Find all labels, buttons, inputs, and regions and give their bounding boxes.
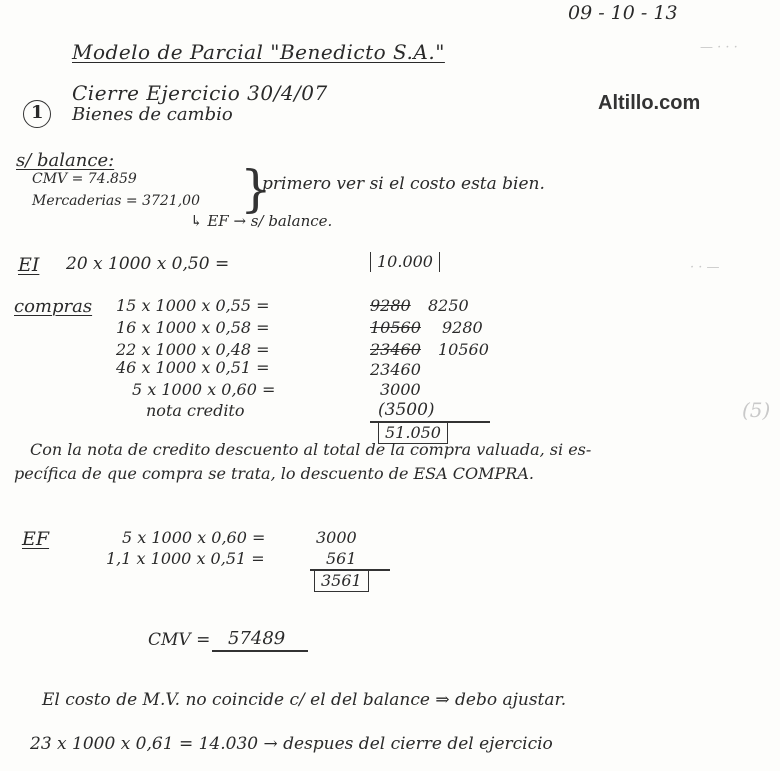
balance-mercaderias: Mercaderias = 3721,00: [32, 193, 200, 209]
balance-note: primero ver si el costo esta bien.: [262, 174, 545, 194]
compras-struck-value: 9280: [370, 296, 411, 315]
ef-formula: 1,1 x 1000 x 0,51 =: [106, 549, 265, 568]
compras-value: 10560: [438, 340, 489, 359]
cmv-result-label: CMV =: [148, 630, 211, 650]
compras-formula: 16 x 1000 x 0,58 =: [116, 318, 270, 337]
ef-value: 561: [326, 549, 357, 568]
ei-formula: 20 x 1000 x 0,50 =: [66, 254, 230, 274]
date: 09 - 10 - 13: [568, 2, 678, 24]
ef-total: 3561: [314, 571, 369, 592]
compras-formula: 5 x 1000 x 0,60 =: [132, 380, 276, 399]
ei-label: EI: [18, 254, 40, 276]
cmv-result-value: 57489: [228, 628, 286, 649]
page-title: Modelo de Parcial "Benedicto S.A.": [72, 40, 445, 64]
bleed-through-mark: · · —: [690, 260, 720, 275]
underline: [212, 650, 308, 652]
final-calculation: 23 x 1000 x 0,61 = 14.030 → despues del cierre del ejercicio: [30, 734, 553, 754]
compras-value: (3500): [378, 400, 435, 420]
ei-value: 10.000: [370, 252, 440, 272]
compras-value: 9280: [442, 318, 483, 337]
item-title: Bienes de cambio: [72, 104, 233, 125]
ef-formula: 5 x 1000 x 0,60 =: [122, 528, 266, 547]
compras-formula: 22 x 1000 x 0,48 =: [116, 340, 270, 359]
ef-value: 3000: [316, 528, 357, 547]
balance-cmv: CMV = 74.859: [32, 171, 137, 187]
ef-label: EF: [22, 528, 50, 550]
conclusion: El costo de M.V. no coincide c/ el del balance ⇒ debo ajustar.: [42, 690, 567, 710]
compras-struck-value: 10560: [370, 318, 421, 337]
curly-brace: }: [240, 160, 272, 218]
compras-value: 23460: [370, 360, 421, 379]
explanation-line: pecífica de que compra se trata, lo descuento de ESA COMPRA.: [14, 464, 534, 483]
watermark-logo: Altillo.com: [598, 92, 701, 114]
bleed-through-mark: — · · ·: [700, 40, 738, 55]
explanation-line: Con la nota de credito descuento al total de la compra valuada, si es-: [30, 440, 592, 459]
compras-formula: nota credito: [146, 401, 245, 420]
compras-struck-value: 23460: [370, 340, 421, 359]
compras-formula: 46 x 1000 x 0,51 =: [116, 358, 270, 377]
bleed-through-mark: (5): [742, 398, 771, 422]
balance-arrow-note: ↳ EF → s/ balance.: [190, 212, 333, 230]
subtitle: Cierre Ejercicio 30/4/07: [72, 81, 328, 105]
compras-label: compras: [14, 296, 93, 317]
item-number: 1: [31, 102, 44, 123]
compras-value: 3000: [380, 380, 421, 399]
compras-value: 8250: [428, 296, 469, 315]
balance-heading: s/ balance:: [16, 150, 115, 171]
compras-total: 51.050: [378, 423, 448, 444]
compras-formula: 15 x 1000 x 0,55 =: [116, 296, 270, 315]
